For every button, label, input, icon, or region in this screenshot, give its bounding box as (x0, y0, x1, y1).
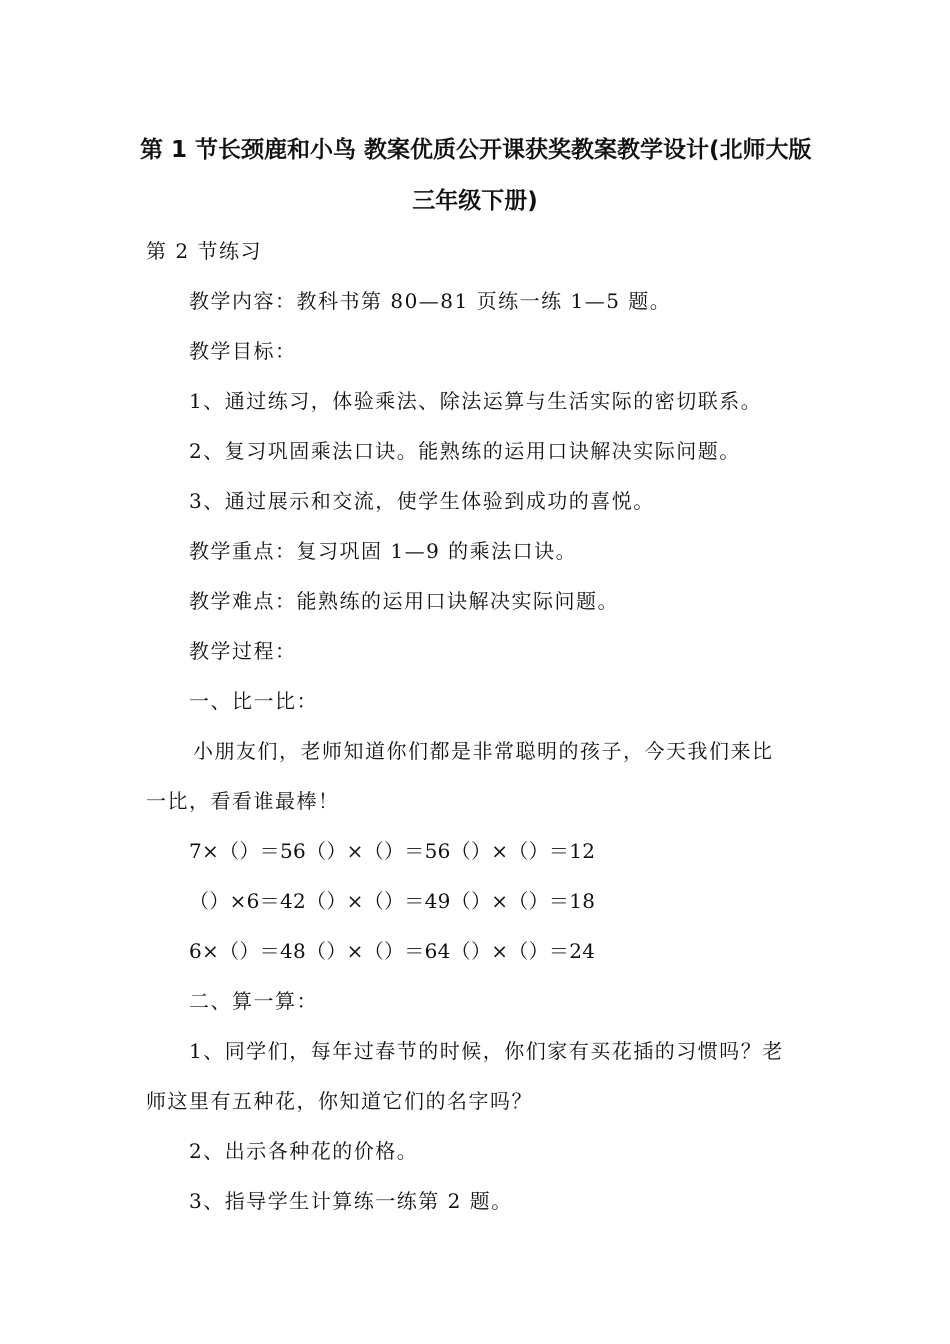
teaching-goal-1: 1、通过练习，体验乘法、除法运算与生活实际的密切联系。 (189, 389, 763, 413)
document-title-line-2: 三年级下册) (412, 188, 538, 214)
equations-row-2: （）×6＝42（）×（）＝49（）×（）＝18 (189, 889, 596, 913)
teaching-goals-label: 教学目标： (189, 339, 297, 363)
part-2-item-1-line-1: 1、同学们，每年过春节的时候，你们家有买花插的习惯吗？老 (189, 1039, 784, 1063)
part-2-heading: 二、算一算： (189, 989, 318, 1013)
part-2-item-2: 2、出示各种花的价格。 (189, 1139, 419, 1163)
part-1-heading: 一、比一比： (189, 689, 318, 713)
equations-row-1: 7×（）＝56（）×（）＝56（）×（）＝12 (189, 839, 596, 863)
teaching-goal-3: 3、通过展示和交流，使学生体验到成功的喜悦。 (189, 489, 655, 513)
teaching-process-label: 教学过程： (189, 639, 297, 663)
document-title-line-1: 第 1 节长颈鹿和小鸟 教案优质公开课获奖教案教学设计(北师大版 (140, 137, 812, 163)
equations-row-3: 6×（）＝48（）×（）＝64（）×（）＝24 (189, 939, 596, 963)
part-1-paragraph-line-1: 小朋友们，老师知道你们都是非常聪明的孩子，今天我们来比 (193, 739, 774, 763)
teaching-key-point: 教学重点：复习巩固 1—9 的乘法口诀。 (189, 539, 578, 563)
part-1-paragraph-line-2: 一比，看看谁最棒！ (146, 789, 340, 813)
section-heading: 第 2 节练习 (146, 239, 262, 263)
part-2-item-3: 3、指导学生计算练一练第 2 题。 (189, 1189, 513, 1213)
teaching-content: 教学内容：教科书第 80—81 页练一练 1—5 题。 (189, 289, 672, 313)
part-2-item-1-line-2: 师这里有五种花，你知道它们的名字吗？ (146, 1089, 533, 1113)
teaching-goal-2: 2、复习巩固乘法口诀。能熟练的运用口诀解决实际问题。 (189, 439, 741, 463)
teaching-difficulty: 教学难点：能熟练的运用口诀解决实际问题。 (189, 589, 619, 613)
